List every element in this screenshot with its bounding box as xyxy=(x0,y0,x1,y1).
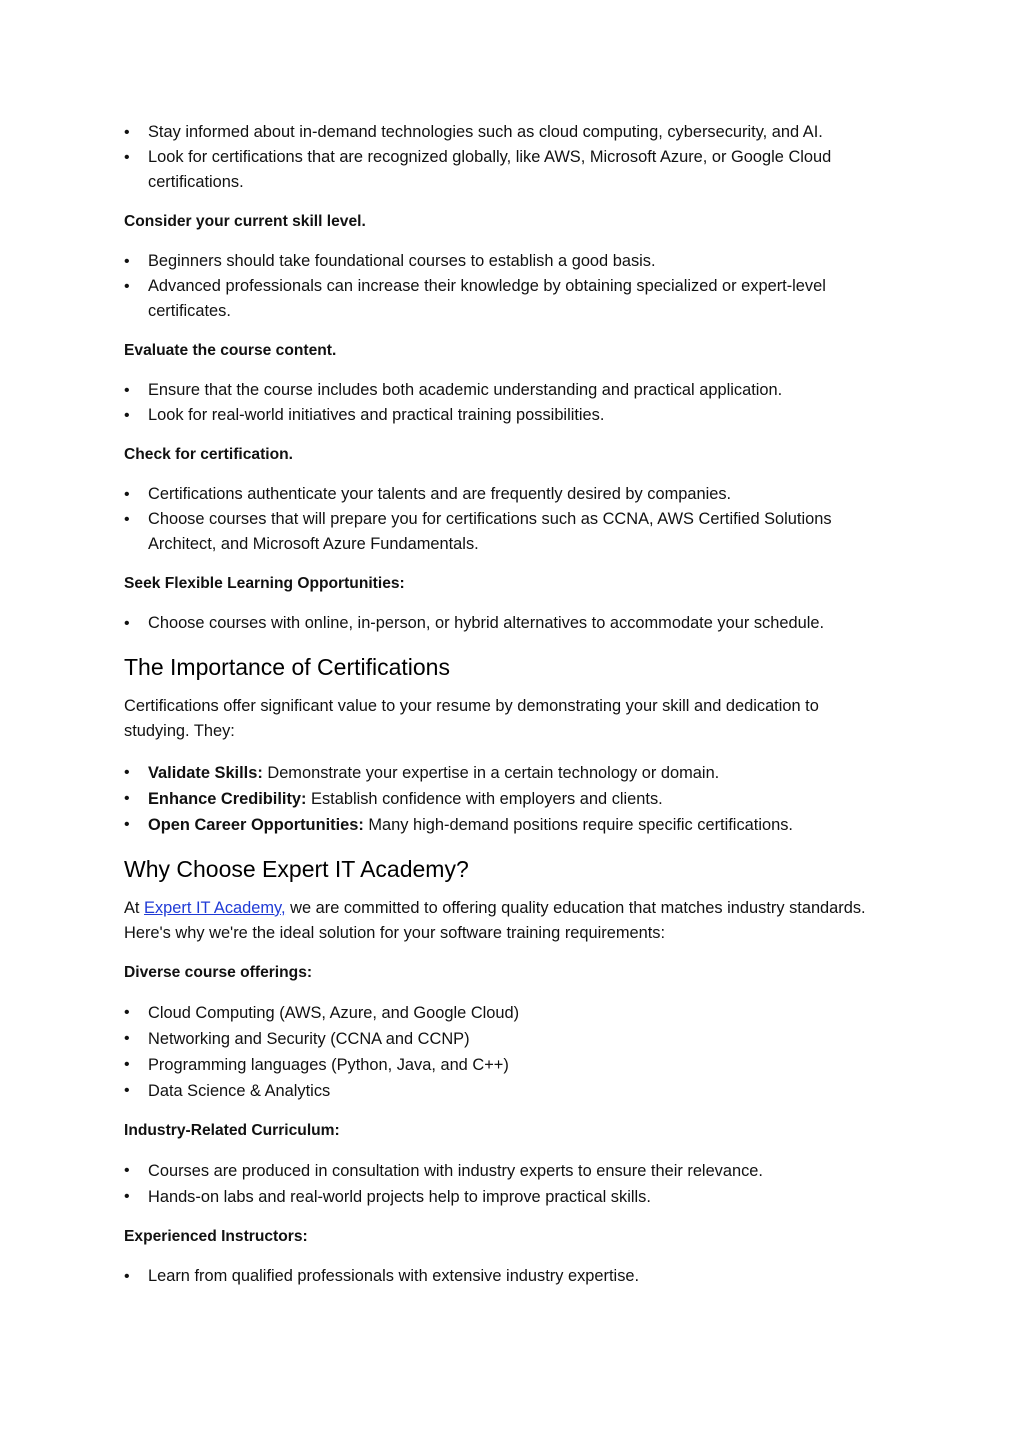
bullet-icon: • xyxy=(124,278,130,295)
list-item: • Ensure that the course includes both academic understanding and practical application. xyxy=(124,378,884,403)
list-item: • Validate Skills: Demonstrate your expertise in a certain technology or domain. xyxy=(124,760,884,786)
why-choose-section-title: Why Choose Expert IT Academy? xyxy=(124,856,469,882)
bullet-icon: • xyxy=(124,1082,130,1099)
tech-trends-list xyxy=(124,120,884,195)
bullet-icon: • xyxy=(124,1268,130,1285)
bullet-icon: • xyxy=(124,1162,130,1179)
item-label: Enhance Credibility: xyxy=(148,790,307,808)
flexible-learning-heading: Seek Flexible Learning Opportunities: xyxy=(124,575,405,592)
list-item: • Choose courses with online, in-person, or hybrid alternatives to accommodate your schedule. xyxy=(124,611,884,636)
list-item: • Choose courses that will prepare you for certifications such as CCNA, AWS Certified Solutions Architect, and Microsoft Azure Fundamentals. xyxy=(124,507,884,557)
item-label: Validate Skills: xyxy=(148,764,263,782)
instructors-list xyxy=(124,1264,884,1289)
list-item: • Look for certifications that are recognized globally, like AWS, Microsoft Azure, or Google Cloud certifications. xyxy=(124,145,884,195)
bullet-icon: • xyxy=(124,1004,130,1021)
bullet-icon: • xyxy=(124,1188,130,1205)
list-item: • Look for real-world initiatives and practical training possibilities. xyxy=(124,403,884,428)
why-choose-intro: At Expert IT Academy, we are committed to offering quality education that matches industry standards. Here's why we're the ideal solution for your software training requirements: xyxy=(124,899,866,942)
certification-list xyxy=(124,482,884,557)
list-item: • Stay informed about in-demand technologies such as cloud computing, cybersecurity, and AI. xyxy=(124,120,884,145)
certification-heading: Check for certification. xyxy=(124,446,293,463)
bullet-icon: • xyxy=(124,407,130,424)
importance-section-title: The Importance of Certifications xyxy=(124,654,450,680)
list-item: • Advanced professionals can increase their knowledge by obtaining specialized or expert-level certificates. xyxy=(124,274,884,324)
bullet-icon: • xyxy=(124,615,130,632)
skill-level-list xyxy=(124,249,884,324)
bullet-icon: • xyxy=(124,149,130,166)
diverse-offerings-heading: Diverse course offerings: xyxy=(124,964,313,981)
expert-it-academy-link[interactable]: Expert IT Academy, xyxy=(144,899,286,917)
bullet-icon: • xyxy=(124,382,130,399)
list-item: • Programming languages (Python, Java, and C++) xyxy=(124,1052,884,1078)
bullet-icon: • xyxy=(124,124,130,141)
industry-curriculum-heading: Industry-Related Curriculum: xyxy=(124,1122,340,1139)
list-item: • Beginners should take foundational courses to establish a good basis. xyxy=(124,249,884,274)
list-item: • Hands-on labs and real-world projects help to improve practical skills. xyxy=(124,1184,884,1210)
bullet-icon: • xyxy=(124,1056,130,1073)
list-item: • Learn from qualified professionals with extensive industry expertise. xyxy=(124,1264,884,1289)
flexible-learning-list xyxy=(124,611,884,636)
list-item: • Courses are produced in consultation with industry experts to ensure their relevance. xyxy=(124,1158,884,1184)
bullet-icon: • xyxy=(124,816,130,833)
document-page xyxy=(124,120,884,1289)
course-content-list xyxy=(124,378,884,428)
importance-list xyxy=(124,760,884,838)
diverse-offerings-list xyxy=(124,1000,884,1104)
skill-level-heading: Consider your current skill level. xyxy=(124,213,366,230)
list-item: • Networking and Security (CCNA and CCNP) xyxy=(124,1026,884,1052)
bullet-icon: • xyxy=(124,790,130,807)
bullet-icon: • xyxy=(124,253,130,270)
bullet-icon: • xyxy=(124,511,130,528)
bullet-icon: • xyxy=(124,764,130,781)
industry-curriculum-list xyxy=(124,1158,884,1210)
instructors-heading: Experienced Instructors: xyxy=(124,1228,308,1245)
list-item: • Cloud Computing (AWS, Azure, and Google Cloud) xyxy=(124,1000,884,1026)
bullet-icon: • xyxy=(124,486,130,503)
list-item: • Open Career Opportunities: Many high-demand positions require specific certifications. xyxy=(124,812,884,838)
list-item: • Certifications authenticate your talents and are frequently desired by companies. xyxy=(124,482,884,507)
bullet-icon: • xyxy=(124,1030,130,1047)
list-item: • Enhance Credibility: Establish confidence with employers and clients. xyxy=(124,786,884,812)
course-content-heading: Evaluate the course content. xyxy=(124,342,337,359)
item-label: Open Career Opportunities: xyxy=(148,816,364,834)
list-item: • Data Science & Analytics xyxy=(124,1078,884,1104)
importance-intro: Certifications offer significant value to your resume by demonstrating your skill and dedication to studying. They: xyxy=(124,697,819,740)
